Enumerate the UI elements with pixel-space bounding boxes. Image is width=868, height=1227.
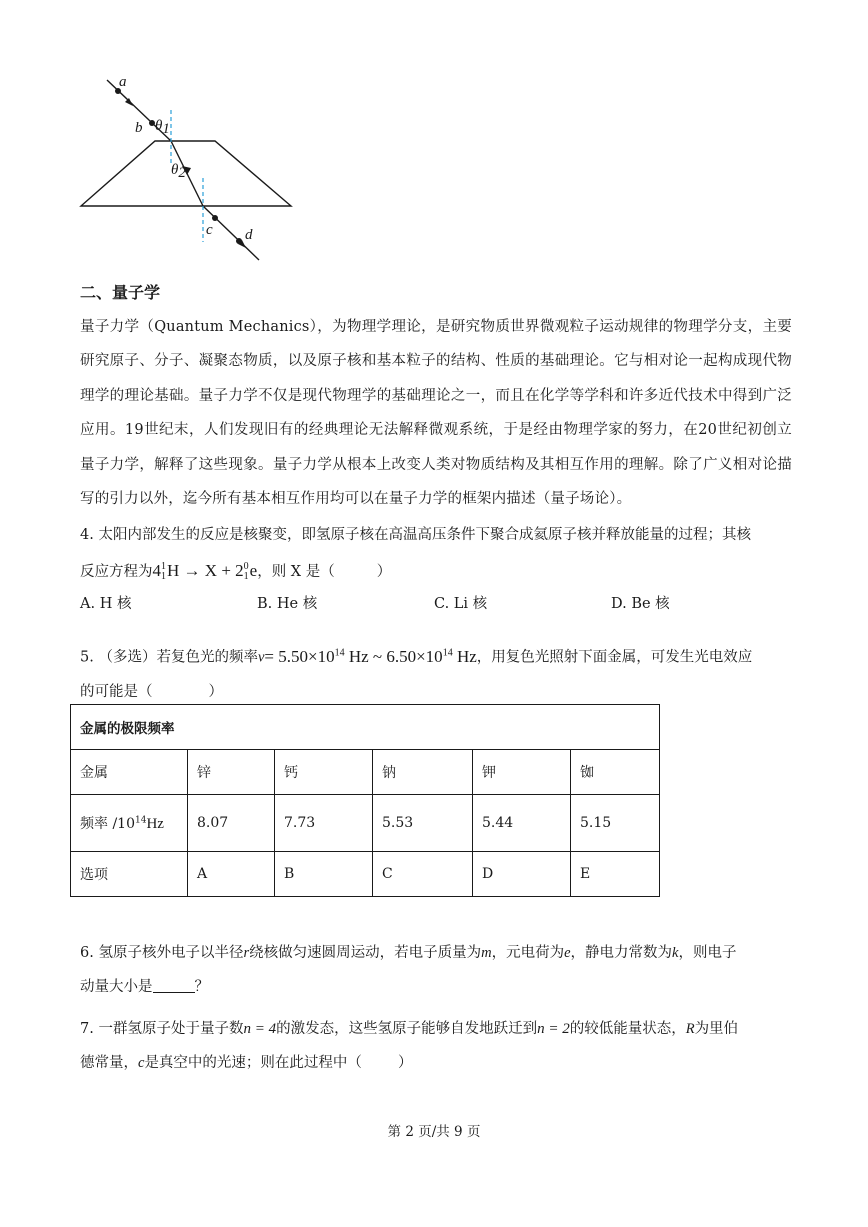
table-cell: 频率 $/10^{14}Hz$ [71,795,188,852]
table-cell: 5.15 [571,795,660,852]
q7-line2: 德常量，c是真空中的光速；则在此过程中（ ） [80,1055,413,1071]
table-cell[interactable]: C [373,852,473,897]
q4-line2: 反应方程为4 1 1 H → X + 2 0 1 e，则 X 是（ ） [80,561,392,583]
q4-option-a[interactable]: A. H 核 [80,596,132,612]
intro-paragraph: 量子力学（Quantum Mechanics），为物理学理论，是研究物质世界微观粒子运动规律的物理学分支，主要研究原子、分子、凝聚态物质，以及原子核和基本粒子的结构、性质的基础理论。它与相对论一起构成现代物理学的理论基础。量子力学不仅是现代物理学的基础理论之一，而且在化学等学科和许多近代技术中得到广泛应用。19世纪末，人们发现旧有的经典理论无法解释微观系统，于是经由物理学家的努力，在20世纪初创立量子力学，解释了这些现象。量子力学从根本上改变人类对物质结构及其相互作用的理解。除了广义相对论描写的引力以外，迄今所有基本相互作用均可以在量子力学的框架内描述（量子场论）。 [80,319,792,508]
table-cell: 铷 [571,750,660,795]
label-theta1: θ1 [155,118,170,137]
section-title: 二、量子学 [80,283,161,302]
question-7 [80,1012,792,1080]
label-a: a [119,74,127,90]
refraction-svg [75,72,305,267]
table-cell[interactable]: B [275,852,373,897]
q4-option-b[interactable]: B. He 核 [257,596,318,612]
q4-line1: 4. 太阳内部发生的反应是核聚变，即氢原子核在高温高压条件下聚合成氦原子核并释放能量的过程；其核 [80,527,751,543]
table-cell[interactable]: A [188,852,275,897]
label-theta2: θ2 [171,162,186,181]
table-row [71,750,660,795]
table-cell: 钠 [373,750,473,795]
q7-line1: 7. 一群氢原子处于量子数n = 4的激发态，这些氢原子能够自发地跃迁到n = 2的较低能量状态，R为里伯 [80,1021,739,1037]
label-c: c [206,222,213,238]
refraction-diagram [75,72,305,267]
q4-option-d[interactable]: D. Be 核 [611,596,670,612]
metal-threshold-table [70,704,660,897]
label-b: b [135,120,143,136]
point-d [236,238,242,244]
table-row [71,795,660,852]
q6-line2: 动量大小是 ？ [80,979,209,995]
trapezoid-prism [81,141,291,206]
table-title: 金属的极限频率 [71,705,660,750]
table-row [71,852,660,897]
question-4 [80,518,792,589]
label-d: d [245,227,253,243]
table-cell[interactable]: E [571,852,660,897]
table-cell: 选项 [71,852,188,897]
page-footer: 第 2 页/共 9 页 [387,1124,481,1140]
q5-line1: 5. （多选）若复色光的频率$\nu= 5.50\times 10^{14}$ Hz ~ $6.50\times 10^{14}$ Hz，用复色光照射下面金属，可发生光电效应 [80,646,753,666]
q5-line2: 的可能是（ ） [80,683,223,700]
table-cell: 7.73 [275,795,373,852]
table-cell: 8.07 [188,795,275,852]
question-6 [80,936,792,1004]
table-cell: 5.44 [473,795,571,852]
table-cell: 5.53 [373,795,473,852]
question-5 [80,636,792,709]
table-cell: 锌 [188,750,275,795]
table-title-row [71,705,660,750]
table-cell: 钙 [275,750,373,795]
point-c [212,215,218,221]
table-cell[interactable]: D [473,852,571,897]
table-cell: 金属 [71,750,188,795]
answer-blank[interactable] [153,978,195,993]
nuclear-equation: 4 1 1 H → X + 2 0 1 e [152,561,258,583]
q6-line1: 6. 氢原子核外电子以半径r绕核做匀速圆周运动，若电子质量为m，元电荷为e，静电力常数为k，则电子 [80,945,737,961]
table-cell: 钾 [473,750,571,795]
q4-option-c[interactable]: C. Li 核 [434,596,488,612]
